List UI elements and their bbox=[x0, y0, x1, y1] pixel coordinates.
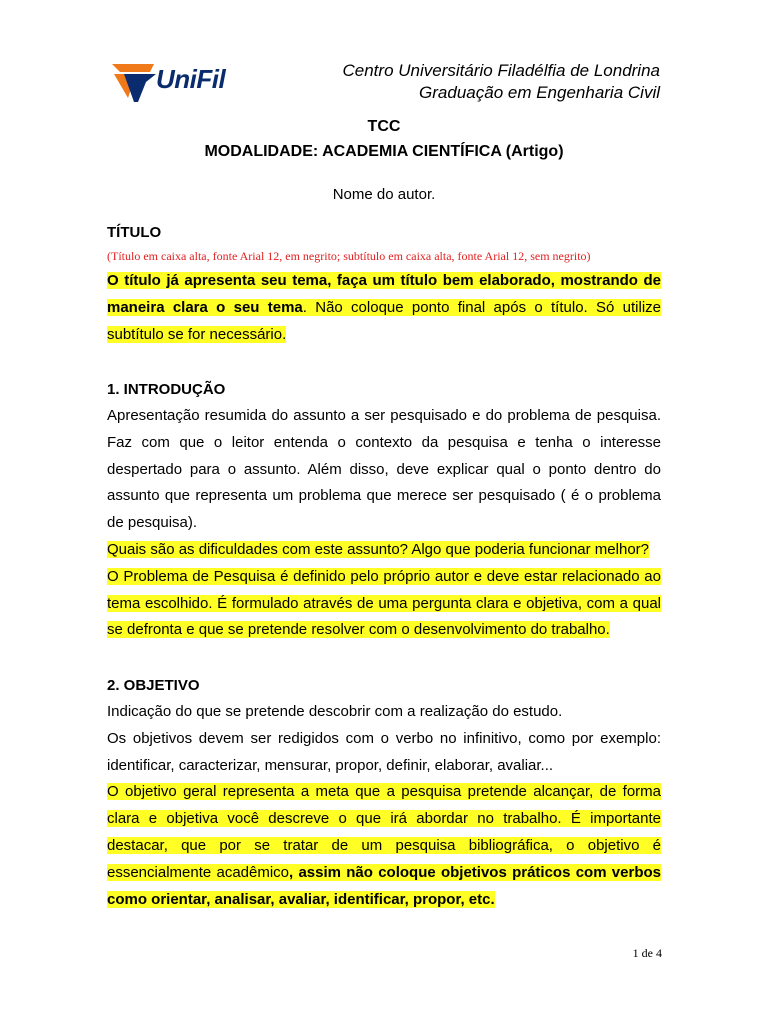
objetivo-highlight-regular: O objetivo geral representa a meta que a pesquisa pretende alcançar, de forma clara e objetiva você descreve o que irá abordar no trabalho. É importante destacar, que por se tratar de um pesquisa bibliográfica, o objetivo é essencialmente acadêmico bbox=[107, 783, 661, 881]
introducao-section bbox=[107, 380, 661, 644]
objetivo-text1: Indicação do que se pretende descobrir com a realização do estudo. bbox=[107, 703, 563, 720]
objetivo-text2: Os objetivos devem ser redigidos com o verbo no infinitivo, como por exemplo: identificar, caracterizar, mensurar, propor, definir, elaborar, avaliar... bbox=[107, 729, 661, 774]
author-name: Nome do autor. bbox=[332, 186, 436, 203]
course-name: Graduação em Engenharia Civil bbox=[419, 83, 660, 102]
institution-name: Centro Universitário Filadélfia de Londrina bbox=[342, 61, 660, 80]
introducao-problem bbox=[107, 564, 661, 644]
objetivo-highlight bbox=[107, 779, 661, 913]
titulo-format-note: (Título em caixa alta, fonte Arial 12, em negrito; subtítulo em caixa alta, fonte Arial 12, sem negrito) bbox=[107, 249, 591, 263]
doc-title-modalidade: MODALIDADE: ACADEMIA CIENTÍFICA (Artigo) bbox=[204, 143, 564, 160]
objetivo-section bbox=[107, 676, 661, 913]
introducao-text: Apresentação resumida do assunto a ser pesquisado e do problema de pesquisa. Faz com que o leitor entenda o contexto da pesquisa e tenha o interesse despertado para o assunto. Além disso, deve explicar qual o ponto dentro do assunto que representa um problema que merece ser pesquisado ( é o problema de pesquisa). bbox=[107, 407, 661, 532]
titulo-heading: TÍTULO bbox=[107, 224, 162, 241]
titulo-instructions bbox=[107, 268, 661, 348]
institution-header bbox=[343, 60, 661, 104]
titulo-section bbox=[107, 224, 661, 348]
titulo-bold-text: O título já apresenta seu tema, faça um título bem elaborado, mostrando de maneira clara o seu tema bbox=[107, 272, 661, 316]
introducao-question bbox=[107, 537, 661, 564]
objetivo-heading: 2. OBJETIVO bbox=[107, 677, 200, 694]
introducao-heading: 1. INTRODUÇÃO bbox=[107, 381, 226, 398]
doc-title-tcc: TCC bbox=[367, 118, 401, 135]
titulo-regular-text: . Não coloque ponto final após o título. Só utilize subtítulo se for necessário. bbox=[107, 298, 661, 343]
page-number: 1 de 4 bbox=[632, 946, 662, 960]
objetivo-highlight-bold: , assim não coloque objetivos práticos com verbos como orientar, analisar, avaliar, identificar, propor, etc. bbox=[107, 863, 661, 908]
introducao-highlight-problem: O Problema de Pesquisa é definido pelo próprio autor e deve estar relacionado ao tema escolhido. É formulado através de uma pergunta clara e objetiva, com a qual se defronta e que se pretende resolver com o desenvolvimento do trabalho. bbox=[107, 567, 661, 639]
introducao-highlight-question: Quais são as dificuldades com este assunto? Algo que poderia funcionar melhor? bbox=[107, 540, 649, 558]
logo-text: UniFil bbox=[156, 64, 226, 94]
